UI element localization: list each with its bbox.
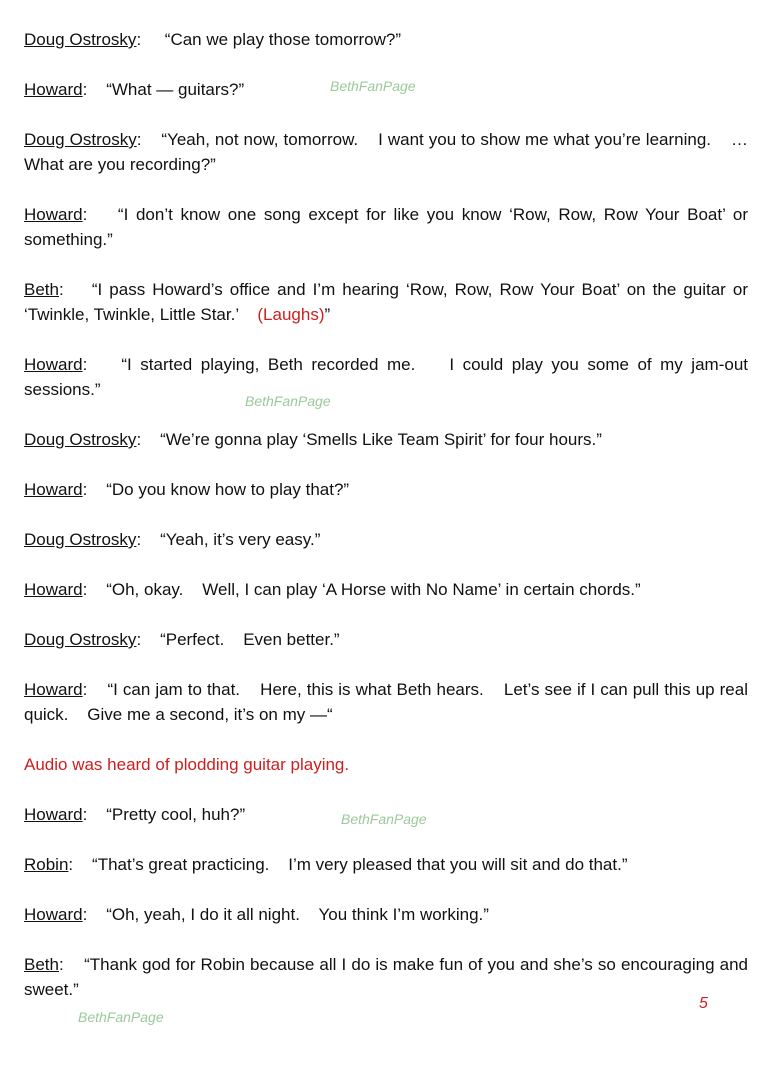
dialogue-text: “Yeah, not now, tomorrow. I want you to show me what you’re learning. … What are you recording?” <box>24 130 753 174</box>
transcript-line: Doug Ostrosky: “Perfect. Even better.” <box>24 630 340 649</box>
dialogue-text: “What — guitars?” <box>106 80 245 99</box>
transcript-line: Howard: “I started playing, Beth recorded me. I could play you some of my jam-out sessions.” <box>24 355 753 399</box>
speaker-name: Howard <box>24 355 83 374</box>
transcript-line: Howard: “I can jam to that. Here, this is what Beth hears. Let’s see if I can pull this up real quick. Give me a second, it’s on my —“ <box>24 680 753 724</box>
speaker-name: Howard <box>24 80 83 99</box>
stage-direction: Audio was heard of plodding guitar playing. <box>24 755 350 774</box>
speaker-name: Doug Ostrosky <box>24 130 137 149</box>
speaker-name: Howard <box>24 905 83 924</box>
speaker-name: Beth <box>24 955 59 974</box>
transcript-line: Doug Ostrosky: “Can we play those tomorrow?” <box>24 30 401 49</box>
transcript-line: Howard: “What — guitars?” <box>24 80 245 99</box>
dialogue-text: “Pretty cool, huh?” <box>106 805 246 824</box>
transcript-line: Doug Ostrosky: “We’re gonna play ‘Smells Like Team Spirit’ for four hours.” <box>24 430 602 449</box>
dialogue-text: “Oh, okay. Well, I can play ‘A Horse with No Name’ in certain chords.” <box>106 580 641 599</box>
speaker-name: Howard <box>24 680 83 699</box>
transcript-line: Howard: “Pretty cool, huh?” <box>24 805 246 824</box>
transcript-line: Robin: “That’s great practicing. I’m very pleased that you will sit and do that.” <box>24 855 628 874</box>
speaker-name: Doug Ostrosky <box>24 430 137 449</box>
dialogue-text: “I started playing, Beth recorded me. I could play you some of my jam-out sessions.” <box>24 355 753 399</box>
dialogue-text: “Yeah, it’s very easy.” <box>160 530 321 549</box>
dialogue-text: “I don’t know one song except for like you know ‘Row, Row, Row Your Boat’ or something.” <box>24 205 748 249</box>
page-number: 5 <box>699 995 708 1012</box>
speaker-name: Howard <box>24 805 83 824</box>
transcript-line: Doug Ostrosky: “Yeah, it’s very easy.” <box>24 530 321 549</box>
transcript-line: Doug Ostrosky: “Yeah, not now, tomorrow. I want you to show me what you’re learning. … What are you recording?” <box>24 130 753 174</box>
watermark-text: BethFanPage <box>245 393 331 409</box>
speaker-name: Doug Ostrosky <box>24 530 137 549</box>
transcript-line: Beth: “Thank god for Robin because all I do is make fun of you and she’s so encouraging and sweet.” <box>24 955 748 999</box>
dialogue-text: “Can we play those tomorrow?” <box>164 30 401 49</box>
dialogue-text: “Thank god for Robin because all I do is make fun of you and she’s so encouraging and sweet.” <box>24 955 748 999</box>
dialogue-text: “That’s great practicing. I’m very pleased that you will sit and do that.” <box>92 855 628 874</box>
dialogue-text: “We’re gonna play ‘Smells Like Team Spirit’ for four hours.” <box>160 430 602 449</box>
speaker-name: Beth <box>24 280 59 299</box>
speaker-name: Howard <box>24 205 83 224</box>
dialogue-text: “I pass Howard’s office and I’m hearing ‘Row, Row, Row Your Boat’ on the guitar or ‘Twinkle, Twinkle, Little Star.’ <box>24 280 748 324</box>
transcript-line: Howard: “Oh, okay. Well, I can play ‘A Horse with No Name’ in certain chords.” <box>24 580 641 599</box>
transcript-page <box>24 27 753 1027</box>
dialogue-text: “Do you know how to play that?” <box>106 480 350 499</box>
transcript-line: Howard: “Oh, yeah, I do it all night. You think I’m working.” <box>24 905 489 924</box>
transcript-line: Howard: “I don’t know one song except for like you know ‘Row, Row, Row Your Boat’ or something.” <box>24 205 748 249</box>
watermark-text: BethFanPage <box>341 811 427 827</box>
speaker-name: Doug Ostrosky <box>24 30 137 49</box>
speaker-name: Doug Ostrosky <box>24 630 137 649</box>
watermark-text: BethFanPage <box>78 1009 164 1025</box>
transcript-line: Beth: “I pass Howard’s office and I’m hearing ‘Row, Row, Row Your Boat’ on the guitar or ‘Twinkle, Twinkle, Little Star.’ (Laughs)” <box>24 280 748 324</box>
speaker-name: Howard <box>24 580 83 599</box>
speaker-name: Howard <box>24 480 83 499</box>
dialogue-text: “I can jam to that. Here, this is what Beth hears. Let’s see if I can pull this up real quick. Give me a second, it’s on my —“ <box>24 680 753 724</box>
transcript-line: Howard: “Do you know how to play that?” <box>24 480 350 499</box>
dialogue-closing-quote: ” <box>324 305 331 324</box>
watermark-text: BethFanPage <box>330 78 416 94</box>
speaker-name: Robin <box>24 855 69 874</box>
dialogue-text: “Oh, yeah, I do it all night. You think I’m working.” <box>106 905 489 924</box>
laughs-note: (Laughs) <box>257 305 325 324</box>
dialogue-text: “Perfect. Even better.” <box>160 630 340 649</box>
